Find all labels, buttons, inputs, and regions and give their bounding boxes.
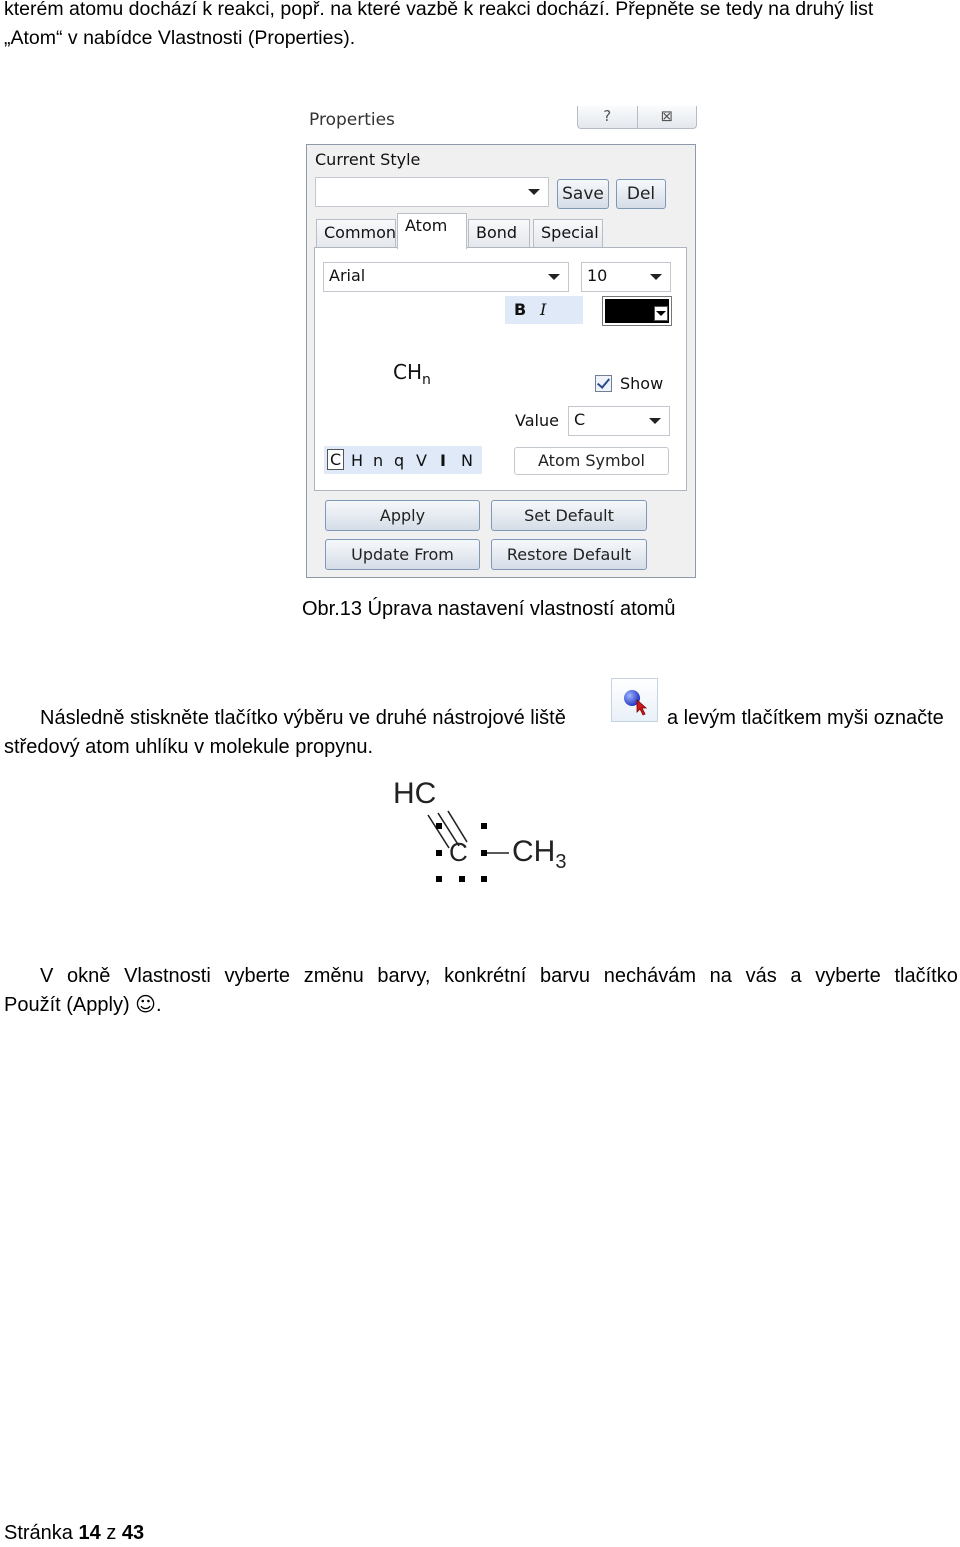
properties-dialog	[305, 104, 696, 578]
font-value: Arial	[329, 266, 366, 285]
close-icon[interactable]: ⊠	[637, 106, 697, 128]
word: tlačítko	[894, 965, 958, 987]
selection-handle[interactable]	[436, 876, 442, 882]
molecule-ch3	[512, 835, 566, 874]
set-default-button[interactable]: Set Default	[491, 500, 647, 531]
selection-handle[interactable]	[436, 823, 442, 829]
word: na	[709, 965, 732, 987]
figure-caption: Obr.13 Úprava nastavení vlastností atomů	[302, 598, 676, 620]
position-option-c[interactable]: C	[327, 449, 344, 470]
update-from-button[interactable]: Update From	[325, 539, 480, 570]
help-icon[interactable]: ?	[603, 107, 612, 125]
atom-tab-panel	[314, 247, 687, 491]
para2-line1-a: Následně stiskněte tlačítko výběru ve druhé nástrojové liště	[40, 707, 566, 729]
footer-mid: z	[106, 1522, 117, 1544]
atom-preview	[393, 360, 431, 388]
para3-period: .	[156, 994, 162, 1016]
word: a	[790, 965, 802, 987]
atom-symbol-button[interactable]: Atom Symbol	[514, 447, 669, 475]
dialog-body	[306, 144, 696, 578]
save-button[interactable]: Save	[557, 179, 609, 209]
apply-button[interactable]: Apply	[325, 500, 480, 531]
del-button[interactable]: Del	[616, 179, 666, 209]
word: vás	[745, 965, 777, 987]
selection-handle[interactable]	[481, 823, 487, 829]
atom-preview-sub: n	[422, 372, 431, 388]
molecule-center-carbon[interactable]: C	[449, 837, 468, 867]
font-select[interactable]	[323, 262, 569, 292]
current-style-select[interactable]	[315, 177, 549, 207]
para3-line2	[4, 990, 162, 1019]
position-option-h[interactable]: H	[351, 451, 364, 470]
bold-button[interactable]: B	[514, 300, 527, 319]
current-style-label: Current Style	[315, 150, 421, 169]
footer-page: 14	[78, 1522, 101, 1544]
italic-button[interactable]: I	[540, 300, 547, 319]
size-select[interactable]	[581, 262, 671, 292]
position-option-i[interactable]: I	[440, 451, 446, 470]
word: vyberte	[224, 965, 291, 987]
word: V	[40, 965, 54, 987]
show-label: Show	[620, 374, 664, 393]
position-option-q[interactable]: q	[394, 451, 405, 470]
footer-prefix: Stránka	[4, 1522, 73, 1544]
para3-line2-text: Použít (Apply)	[4, 994, 130, 1016]
tab-bond[interactable]: Bond	[468, 219, 530, 247]
style-toggle-group	[505, 296, 583, 324]
intro-line-2: „Atom“ v nabídce Vlastnosti (Properties).	[4, 27, 356, 49]
size-value: 10	[587, 266, 608, 285]
atom-preview-main: CH	[393, 360, 423, 384]
word: barvu	[540, 965, 591, 987]
chevron-down-icon	[649, 418, 661, 424]
word: barvy,	[377, 965, 431, 987]
position-option-n[interactable]: n	[373, 451, 384, 470]
molecule-figure	[385, 775, 585, 890]
tab-atom[interactable]: Atom	[397, 213, 467, 249]
selection-handle[interactable]	[481, 850, 487, 856]
dialog-title-buttons	[577, 106, 697, 129]
word: Vlastnosti	[124, 965, 211, 987]
para2-line1-b: a levým tlačítkem myši označte	[667, 707, 944, 729]
chevron-down-icon	[528, 189, 540, 195]
selection-tool-icon	[611, 678, 658, 722]
tab-special[interactable]: Special	[533, 219, 603, 247]
selection-handle[interactable]	[459, 876, 465, 882]
selection-tool-glyph	[612, 679, 657, 721]
molecule-ch3-main: CH	[512, 835, 556, 868]
word: okně	[67, 965, 111, 987]
molecule-ch3-sub: 3	[555, 851, 567, 873]
position-option-v[interactable]: V	[416, 451, 427, 470]
word: nechávám	[603, 965, 696, 987]
show-checkbox[interactable]	[595, 375, 612, 392]
value-select[interactable]	[568, 406, 670, 436]
tab-common[interactable]: Common	[316, 219, 396, 247]
word: změnu	[303, 965, 364, 987]
dialog-title: Properties	[309, 110, 395, 130]
value-value: C	[574, 410, 586, 429]
selection-handle[interactable]	[481, 876, 487, 882]
smiley-icon: ☺	[135, 992, 157, 1016]
color-picker[interactable]	[602, 296, 672, 326]
restore-default-button[interactable]: Restore Default	[491, 539, 647, 570]
chevron-down-icon	[654, 306, 668, 321]
para2-line2: středový atom uhlíku v molekule propynu.	[4, 736, 374, 758]
selection-handle[interactable]	[436, 850, 442, 856]
label-position-strip	[324, 446, 482, 474]
word: vyberte	[815, 965, 881, 987]
para3-line1	[40, 962, 958, 990]
intro-line-1: kterém atomu dochází k reakci, popř. na které vazbě k reakci dochází. Přepněte se tedy na druhý list	[4, 0, 874, 20]
chevron-down-icon	[548, 274, 560, 280]
position-option-nn[interactable]: N	[461, 451, 473, 470]
value-label: Value	[515, 411, 559, 430]
chevron-down-icon	[650, 274, 662, 280]
word: konkrétní	[444, 965, 527, 987]
footer-total: 43	[121, 1522, 145, 1544]
molecule-hc: HC	[393, 777, 437, 810]
